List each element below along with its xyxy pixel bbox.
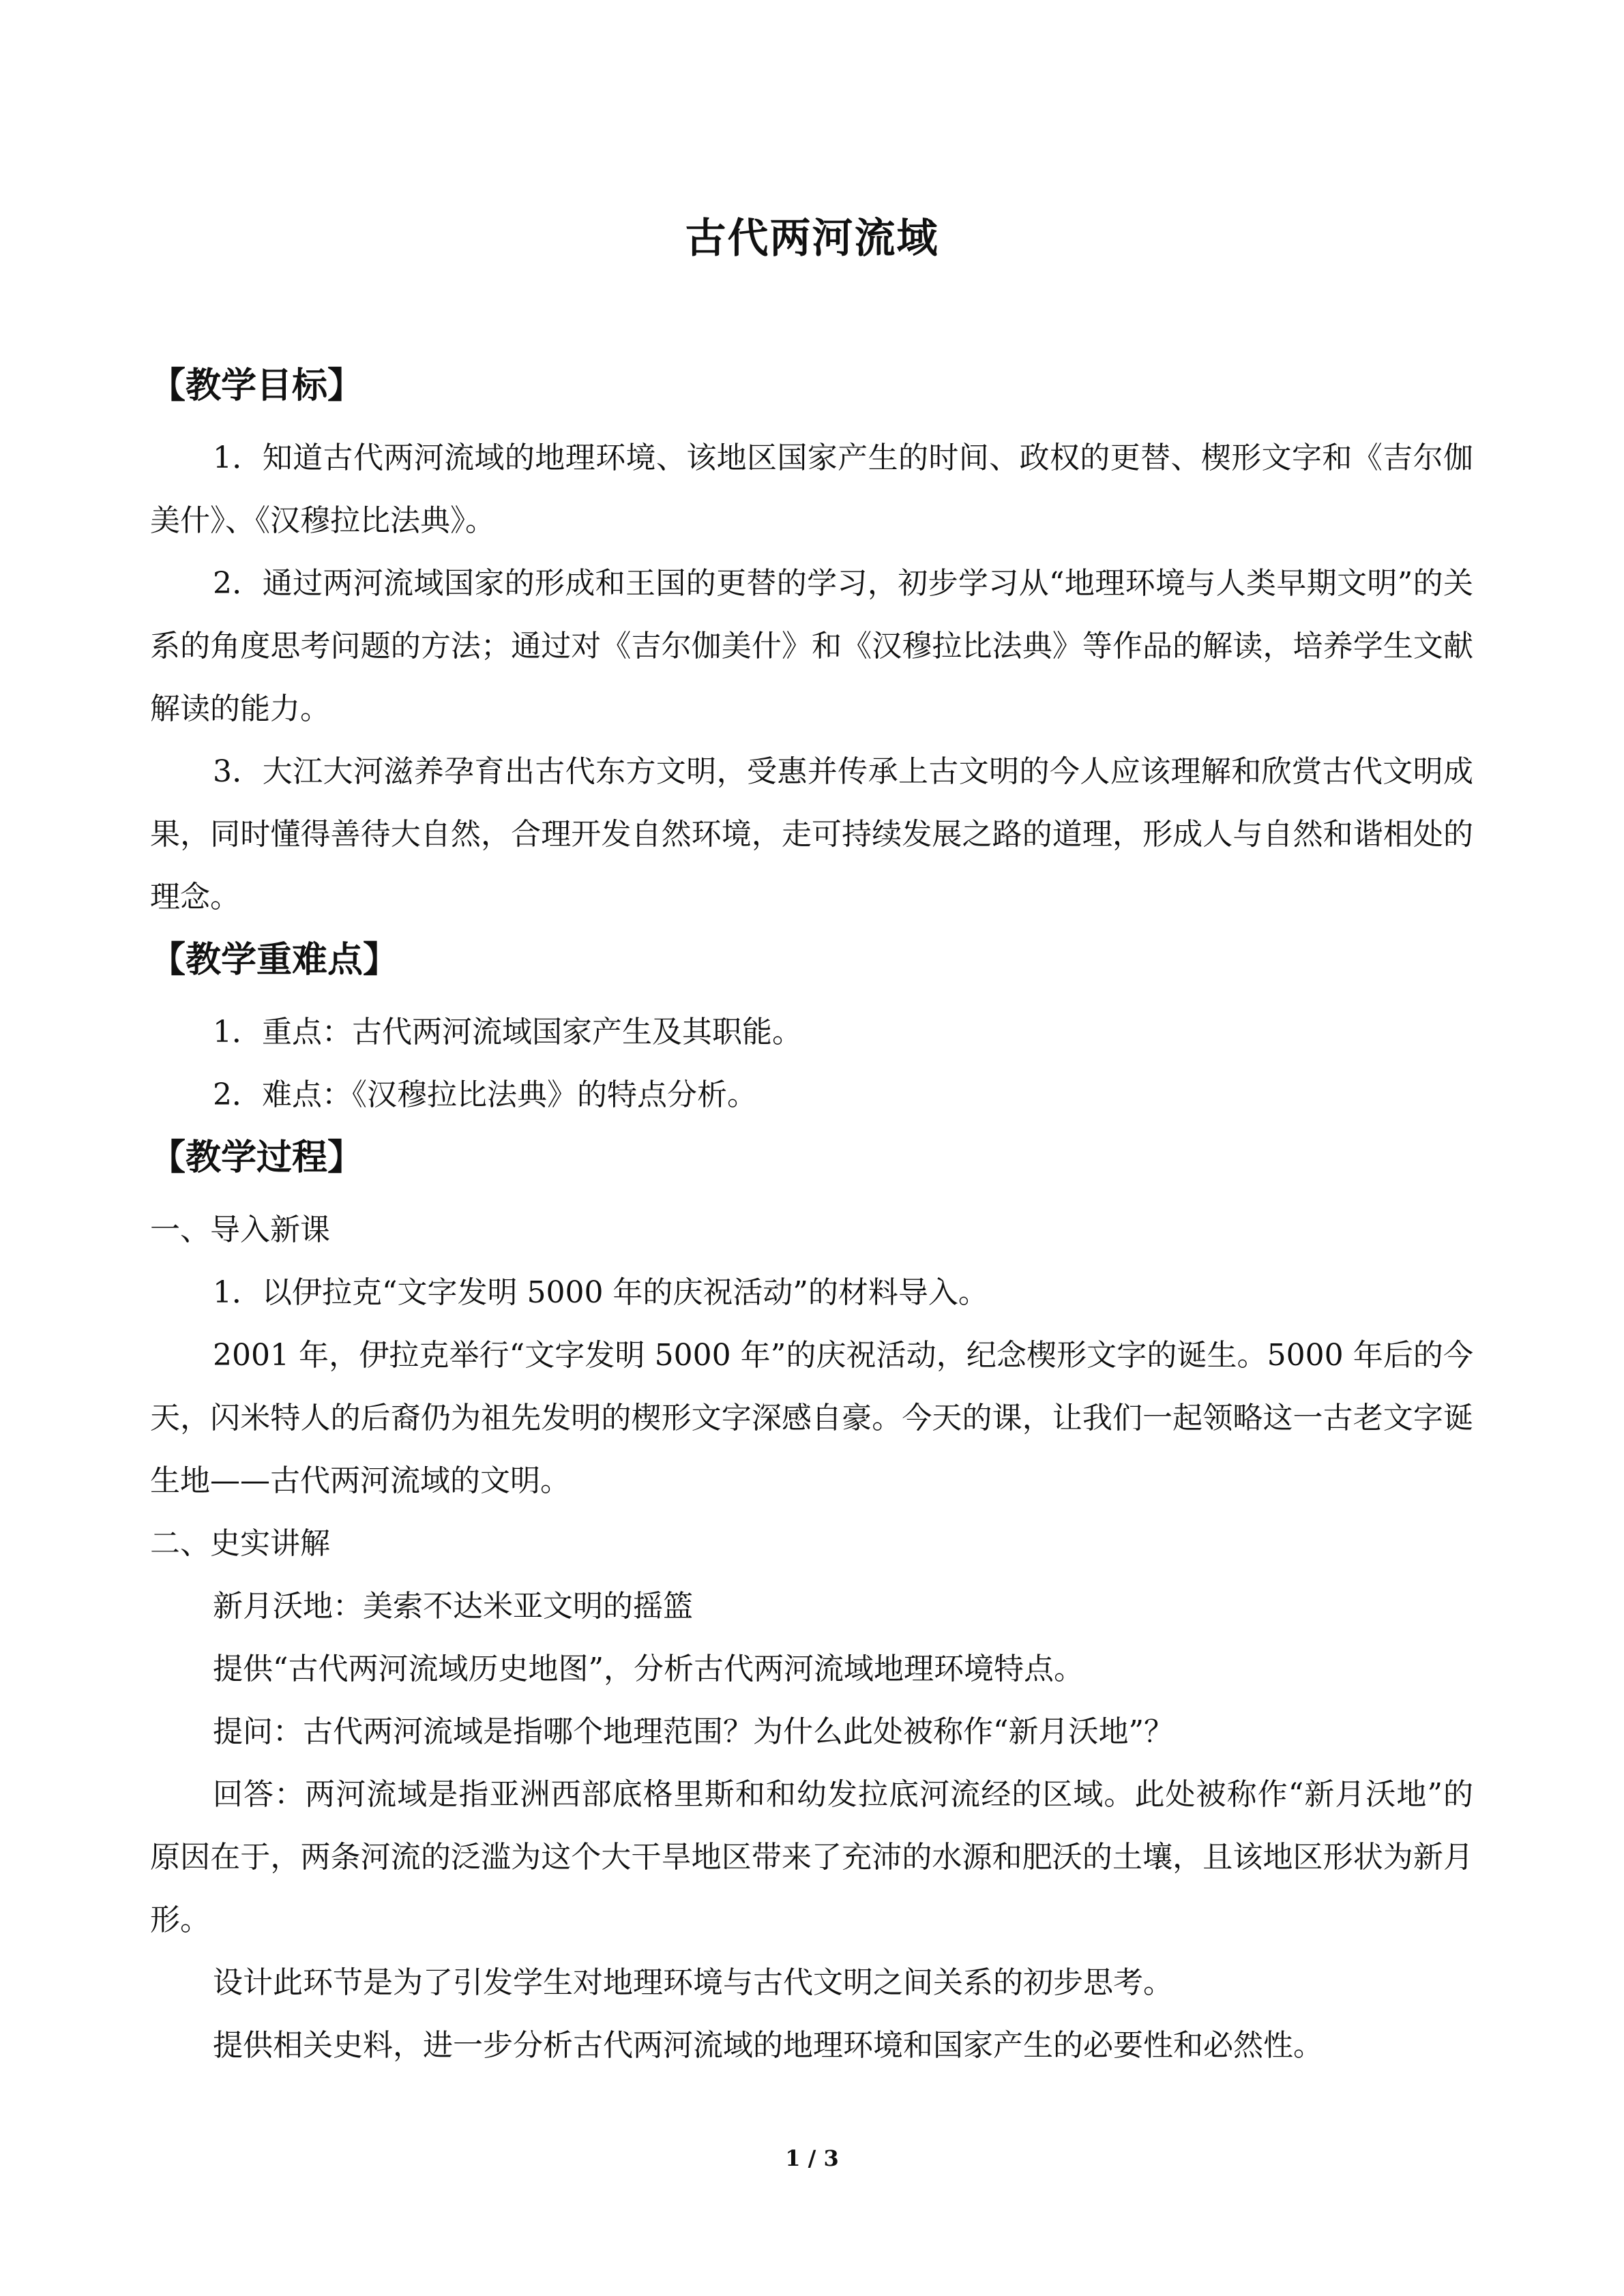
key-point-item-2: 2．难点：《汉穆拉比法典》的特点分析。 bbox=[213, 1077, 757, 1112]
document-body bbox=[150, 355, 1473, 2077]
process-part1-title: 一、导入新课 bbox=[150, 1212, 330, 1247]
process-part2-item-2: 提供“古代两河流域历史地图”，分析古代两河流域地理环境特点。 bbox=[213, 1652, 1084, 1686]
key-point-item-1: 1．重点：古代两河流域国家产生及其职能。 bbox=[213, 1015, 802, 1049]
process-part1-item-1: 1．以伊拉克“文字发明 5000 年的庆祝活动”的材料导入。 bbox=[213, 1275, 988, 1310]
process-part2-item-1: 新月沃地：美索不达米亚文明的摇篮 bbox=[213, 1589, 693, 1624]
page-number: 1 / 3 bbox=[785, 2145, 839, 2171]
document-title: 古代两河流域 bbox=[685, 215, 939, 263]
process-part2-item-6: 提供相关史料，进一步分析古代两河流域的地理环境和国家产生的必要性和必然性。 bbox=[213, 2028, 1323, 2063]
objective-item-3: 3．大江大河滋养孕育出古代东方文明，受惠并传承上古文明的今人应该理解和欣赏古代文明成果，同时懂得善待大自然，合理开发自然环境，走可持续发展之路的道理，形成人与自然和谐相处的理念。 bbox=[150, 754, 1473, 914]
process-part2-title: 二、史实讲解 bbox=[150, 1526, 330, 1561]
process-part2-item-4: 回答：两河流域是指亚洲西部底格里斯和和幼发拉底河流经的区域。此处被称作“新月沃地”的原因在于，两条河流的泛滥为这个大干旱地区带来了充沛的水源和肥沃的土壤，且该地区形状为新月形。 bbox=[150, 1777, 1473, 1937]
section-heading-key-points: 【教学重难点】 bbox=[150, 940, 399, 981]
process-part1-item-2: 2001 年，伊拉克举行“文字发明 5000 年”的庆祝活动，纪念楔形文字的诞生。5000 年后的今天，闪米特人的后裔仍为祖先发明的楔形文字深感自豪。今天的课，让我们一起领略这一古老文字诞生地——古代两河流域的文明。 bbox=[150, 1338, 1473, 1498]
objective-item-1: 1．知道古代两河流域的地理环境、该地区国家产生的时间、政权的更替、楔形文字和《吉尔伽美什》、《汉穆拉比法典》。 bbox=[150, 441, 1473, 538]
objective-item-2: 2．通过两河流域国家的形成和王国的更替的学习，初步学习从“地理环境与人类早期文明”的关系的角度思考问题的方法；通过对《吉尔伽美什》和《汉穆拉比法典》等作品的解读，培养学生文献解读的能力。 bbox=[150, 566, 1473, 726]
section-heading-process: 【教学过程】 bbox=[150, 1137, 364, 1178]
process-part2-item-5: 设计此环节是为了引发学生对地理环境与古代文明之间关系的初步思考。 bbox=[213, 1965, 1173, 2000]
process-part2-item-3: 提问：古代两河流域是指哪个地理范围？为什么此处被称作“新月沃地”？ bbox=[213, 1714, 1174, 1749]
section-heading-objectives: 【教学目标】 bbox=[150, 366, 364, 406]
